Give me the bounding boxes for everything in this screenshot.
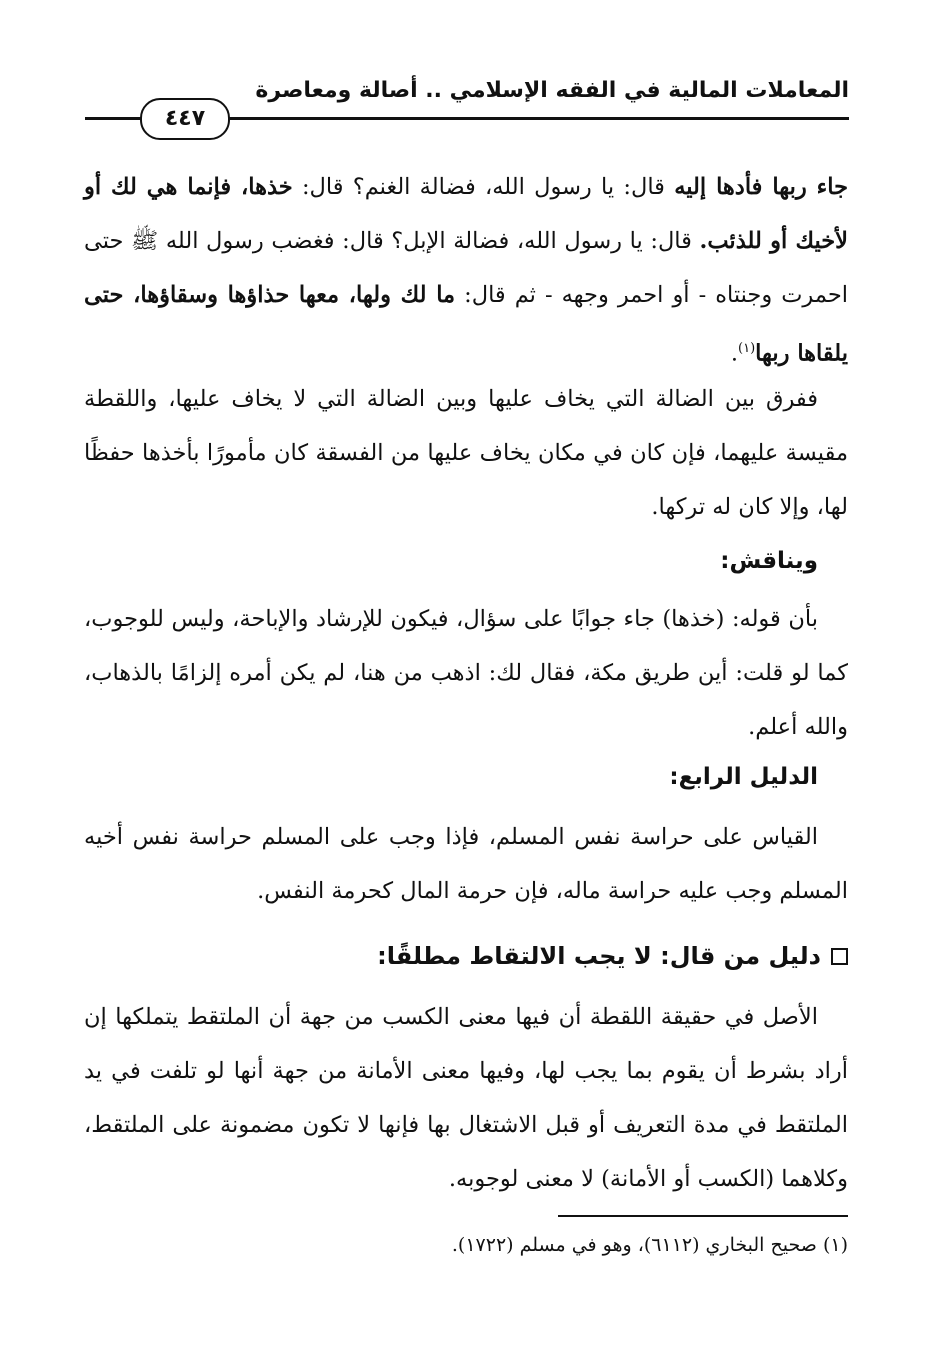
paragraph-text: ففرق بين الضالة التي يخاف عليها وبين الضالة التي لا يخاف عليها، واللقطة مقيسة عليهما، فإن كان في مكان يخاف عليها من الفسقة كان مأمورًا بأخذها حفظًا لها، وإلا كان له تركها. (84, 386, 848, 520)
footnote-ref: (١) (738, 341, 756, 356)
paragraph-text: قال: يا رسول الله، فضالة الإبل؟ قال: فغضب رسول الله ﷺ حتى احمرت وجنتاه - أو احمر وجهه - ثم قال: (84, 228, 848, 308)
paragraph-text: القياس على حراسة نفس المسلم، فإذا وجب على المسلم حراسة نفس أخيه المسلم وجب عليه حراسة ماله، فإن حرمة المال كحرمة النفس. (84, 824, 848, 904)
paragraph-text: بأن قوله: (خذها) جاء جوابًا على سؤال، فيكون للإرشاد والإباحة، وليس للوجوب، كما لو قلت: أين طريق مكة، فقال لك: اذهب من هنا، لم يكن أمره إلزامًا بالذهاب، والله أعلم. (84, 606, 848, 740)
heading-discussion: ويناقش: (720, 548, 818, 574)
section-heading-text: دليل من قال: لا يجب الالتقاط مطلقًا: (377, 942, 821, 970)
paragraph-text: قال: يا رسول الله، فضالة الغنم؟ قال: (292, 174, 675, 200)
running-title: المعاملات المالية في الفقه الإسلامي .. أصالة ومعاصرة (255, 78, 849, 103)
paragraph-hadith (84, 160, 848, 381)
hadith-text: ما لك ولها، معها حذاؤها وسقاؤها، حتى يلقاها ربها (84, 282, 848, 367)
paragraph-end: . (730, 340, 738, 367)
heading-fourth-evidence: الدليل الرابع: (669, 764, 818, 790)
footnote-rule (558, 1215, 848, 1217)
hadith-text: خذها، فإنما هي لك أو لأخيك أو للذئب. (84, 174, 848, 254)
section-heading (377, 942, 848, 970)
paragraph-principle (84, 990, 848, 1206)
footnote: (١) صحيح البخاري (٦١١٢)، وهو في مسلم (١٧٢٢). (451, 1234, 848, 1256)
paragraph-text: الأصل في حقيقة اللقطة أن فيها معنى الكسب من جهة أن الملتقط يتملكها إن أراد بشرط أن يقوم بما يجب لها، وفيها معنى الأمانة من جهة أنها لو تلفت في يد الملتقط في مدة التعريف أو قبل الاشتغال بها فإنها لا تكون مضمونة على الملتقط، وكلاهما (الكسب أو الأمانة) لا معنى لوجوبه. (84, 1004, 848, 1192)
paragraph-analogy (84, 810, 848, 918)
paragraph-discussion (84, 592, 848, 754)
hadith-text: جاء ربها فأدها إليه (674, 174, 848, 200)
square-bullet-icon (831, 948, 848, 965)
paragraph-distinction (84, 372, 848, 534)
page-number: ٤٤٧ (140, 98, 230, 140)
